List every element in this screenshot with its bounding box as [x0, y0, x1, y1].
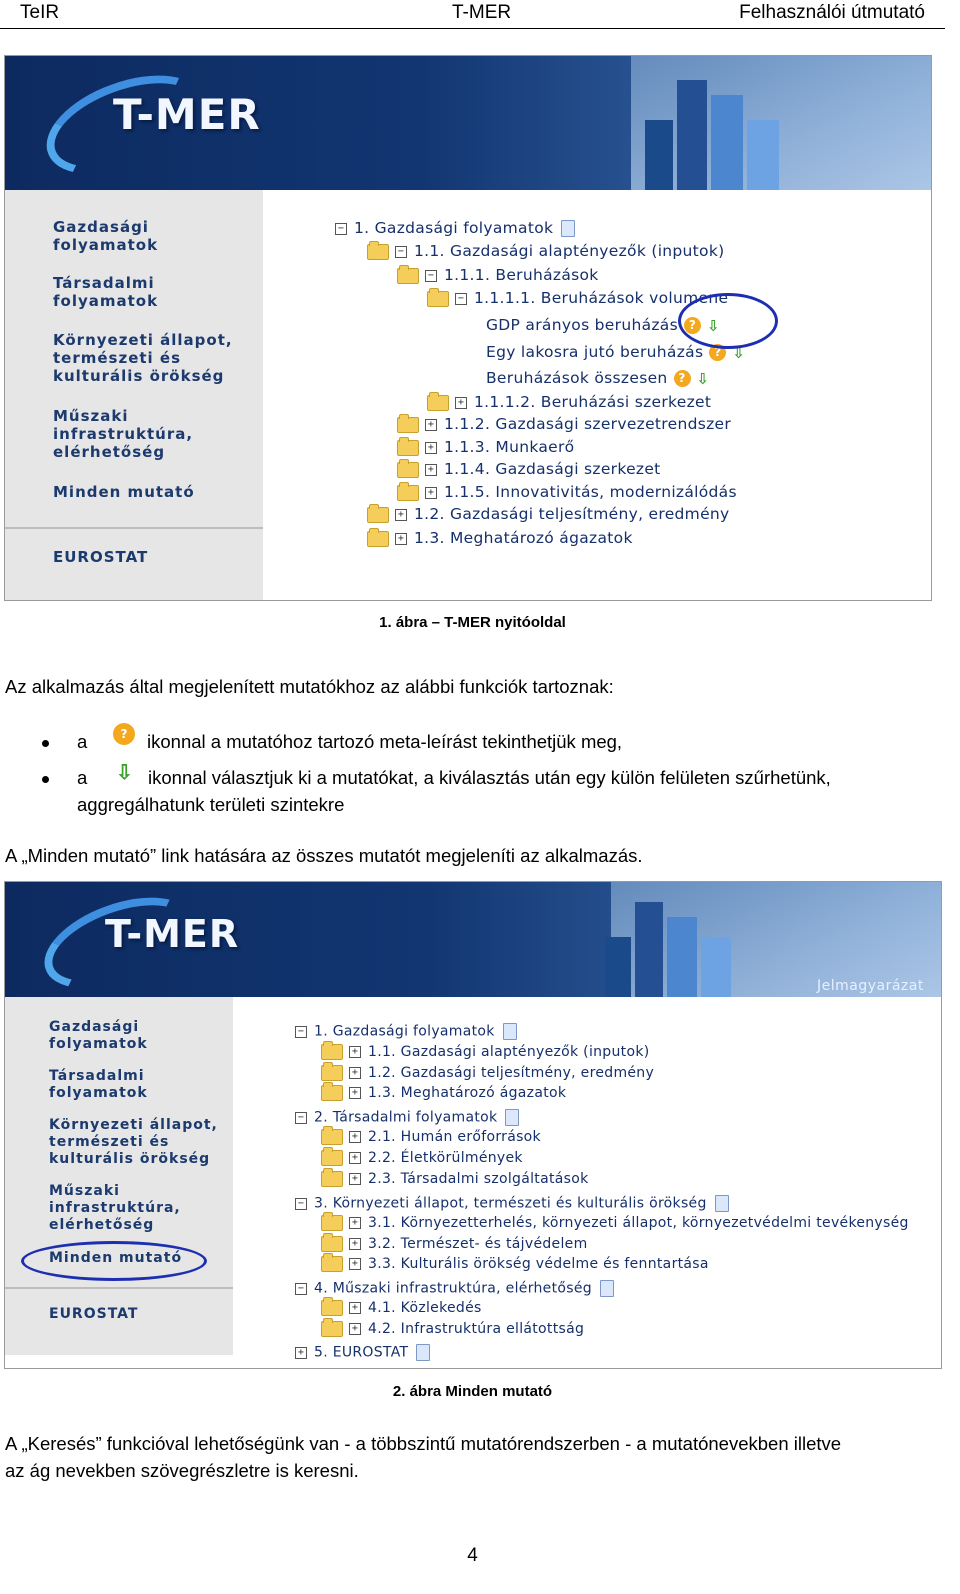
expand-icon[interactable]: + [425, 487, 437, 499]
tree-node[interactable]: − 4. Műszaki infrastruktúra, elérhetőség [295, 1280, 614, 1297]
tree-node[interactable]: − 3. Környezeti állapot, természeti és kulturális örökség [295, 1195, 729, 1212]
nav-kornyezeti[interactable]: Környezeti állapot, természeti és kulturális örökség [49, 1117, 218, 1167]
indicator-row[interactable]: GDP arányos beruházás ? ⇩ [486, 316, 720, 335]
nav-tarsadalmi[interactable]: Társadalmi folyamatok [53, 274, 159, 310]
folder-icon [321, 1171, 343, 1187]
folder-icon [321, 1044, 343, 1060]
page-header [0, 0, 945, 29]
tree-node[interactable]: + 2.3. Társadalmi szolgáltatások [321, 1171, 589, 1187]
bullet1-text: ikonnal a mutatóhoz tartozó meta-leírást tekinthetjük meg, [147, 731, 623, 752]
tree-node[interactable]: + 5. EUROSTAT [295, 1344, 430, 1361]
expand-icon[interactable]: + [349, 1217, 361, 1229]
bullet1-a: a [77, 731, 88, 752]
tree-node[interactable]: + 3.3. Kulturális örökség védelme és fenntartása [321, 1256, 709, 1272]
collapse-icon[interactable]: − [295, 1026, 307, 1038]
tree-node[interactable]: + 1.2. Gazdasági teljesítmény, eredmény [367, 505, 730, 523]
tree-node[interactable]: + 4.2. Infrastruktúra ellátottság [321, 1321, 584, 1337]
document-icon[interactable] [503, 1023, 517, 1040]
tree-node[interactable]: + 1.1.1.2. Beruházási szerkezet [427, 393, 711, 411]
nav-kornyezeti[interactable]: Környezeti állapot, természeti és kulturális örökség [53, 331, 233, 385]
nav-minden-mutato[interactable]: Minden mutató [49, 1250, 183, 1266]
document-icon[interactable] [600, 1280, 614, 1297]
figure1-caption: 1. ábra – T-MER nyitóoldal [379, 614, 566, 631]
figure2-sidebar [5, 997, 233, 1355]
tree-node[interactable]: − 1. Gazdasági folyamatok [335, 219, 575, 237]
page-number: 4 [467, 1545, 478, 1566]
highlight-circle [678, 293, 778, 349]
folder-icon [321, 1215, 343, 1231]
figure2-banner [5, 882, 941, 997]
kereses-line1: A „Keresés” funkcióval lehetőségünk van - a többszintű mutatórendszerben - a mutatónevekben illetve [5, 1433, 842, 1454]
bullet-dot [42, 776, 49, 783]
expand-icon[interactable]: + [349, 1302, 361, 1314]
folder-icon [427, 291, 449, 307]
help-icon[interactable]: ? [674, 370, 691, 387]
intro-paragraph: Az alkalmazás által megjelenített mutatókhoz az alábbi funkciók tartoznak: [5, 676, 614, 697]
sidebar-divider [5, 527, 263, 529]
tree-node[interactable]: − 1.1. Gazdasági alaptényezők (inputok) [367, 242, 724, 260]
folder-icon [321, 1150, 343, 1166]
folder-icon [367, 244, 389, 260]
figure1-screenshot [4, 55, 932, 601]
expand-icon[interactable]: + [349, 1131, 361, 1143]
kereses-line2: az ág nevekben szövegrészletre is keresni. [5, 1460, 359, 1481]
nav-muszaki[interactable]: Műszaki infrastruktúra, elérhetőség [49, 1183, 181, 1233]
tree-node[interactable]: + 1.1.5. Innovativitás, modernizálódás [397, 483, 737, 501]
tree-node[interactable]: + 1.2. Gazdasági teljesítmény, eredmény [321, 1065, 654, 1081]
folder-icon [397, 268, 419, 284]
expand-icon[interactable]: + [349, 1046, 361, 1058]
expand-icon[interactable]: + [395, 509, 407, 521]
help-icon: ? [113, 723, 135, 745]
figure2-screenshot [4, 881, 942, 1369]
tree-node[interactable]: + 4.1. Közlekedés [321, 1300, 482, 1316]
expand-icon[interactable]: + [349, 1173, 361, 1185]
tree-node[interactable]: + 1.3. Meghatározó ágazatok [367, 529, 633, 547]
bullet2-text: ikonnal választjuk ki a mutatókat, a kiválasztás után egy külön felületen szűrhetünk, [148, 767, 831, 788]
folder-icon [397, 485, 419, 501]
sidebar-divider [5, 1287, 233, 1289]
nav-eurostat[interactable]: EUROSTAT [53, 548, 149, 566]
nav-tarsadalmi[interactable]: Társadalmi folyamatok [49, 1068, 148, 1101]
collapse-icon[interactable]: − [295, 1198, 307, 1210]
tree-node[interactable]: + 1.1.2. Gazdasági szervezetrendszer [397, 415, 731, 433]
tree-node[interactable]: − 1.1.1. Beruházások [397, 266, 599, 284]
folder-icon [367, 531, 389, 547]
collapse-icon[interactable]: − [455, 293, 467, 305]
nav-eurostat[interactable]: EUROSTAT [49, 1306, 139, 1322]
download-icon[interactable]: ⇩ [696, 369, 710, 388]
folder-icon [397, 417, 419, 433]
tree-node[interactable]: + 1.1. Gazdasági alaptényezők (inputok) [321, 1044, 650, 1060]
header-right: Felhasználói útmutató [739, 2, 925, 23]
header-center: T-MER [452, 2, 512, 23]
collapse-icon[interactable]: − [295, 1283, 307, 1295]
bullet-dot [42, 740, 49, 747]
nav-gazdasagi[interactable]: Gazdasági folyamatok [49, 1019, 148, 1052]
tree-node[interactable]: − 1. Gazdasági folyamatok [295, 1023, 517, 1040]
folder-icon [321, 1256, 343, 1272]
help-icon[interactable]: ? [709, 344, 726, 361]
highlight-circle [21, 1241, 207, 1281]
document-icon[interactable] [505, 1109, 519, 1126]
document-icon[interactable] [416, 1344, 430, 1361]
bullet2-continuation: aggregálhatunk területi szintekre [77, 794, 345, 815]
collapse-icon[interactable]: − [395, 246, 407, 258]
tree-node[interactable]: − 2. Társadalmi folyamatok [295, 1109, 519, 1126]
figure1-banner [5, 56, 931, 190]
logo: T-MER [113, 90, 261, 139]
tree-node[interactable]: + 3.2. Természet- és tájvédelem [321, 1236, 588, 1252]
download-icon: ⇩ [116, 762, 133, 784]
figure2-caption: 2. ábra Minden mutató [392, 1383, 553, 1400]
expand-icon[interactable]: + [455, 397, 467, 409]
expand-icon[interactable]: + [349, 1323, 361, 1335]
download-icon[interactable]: ⇩ [706, 316, 720, 335]
minden-paragraph: A „Minden mutató” link hatására az összes mutatót megjeleníti az alkalmazás. [5, 845, 643, 866]
expand-icon[interactable]: + [349, 1152, 361, 1164]
expand-icon[interactable]: + [295, 1347, 307, 1359]
folder-icon [321, 1236, 343, 1252]
expand-icon[interactable]: + [425, 442, 437, 454]
tree-node[interactable]: + 3.1. Környezetterhelés, környezeti állapot, környezetvédelmi tevékenység [321, 1215, 909, 1231]
nav-minden-mutato[interactable]: Minden mutató [53, 483, 195, 501]
indicator-row[interactable]: Beruházások összesen ? ⇩ [486, 369, 710, 388]
collapse-icon[interactable]: − [335, 223, 347, 235]
expand-icon[interactable]: + [425, 464, 437, 476]
tree-node[interactable]: + 1.3. Meghatározó ágazatok [321, 1085, 566, 1101]
document-icon[interactable] [561, 220, 575, 237]
expand-icon[interactable]: + [425, 419, 437, 431]
bullet2-a: a [77, 767, 88, 788]
nav-gazdasagi[interactable]: Gazdasági folyamatok [53, 218, 159, 254]
folder-icon [397, 462, 419, 478]
folder-icon [427, 395, 449, 411]
collapse-icon[interactable]: − [295, 1112, 307, 1124]
folder-icon [321, 1129, 343, 1145]
figure1-sidebar [5, 190, 263, 600]
nav-muszaki[interactable]: Műszaki infrastruktúra, elérhetőség [53, 407, 194, 461]
download-icon[interactable]: ⇩ [732, 343, 746, 362]
expand-icon[interactable]: + [349, 1258, 361, 1270]
jelmagyarazat-link[interactable]: Jelmagyarázat [817, 978, 924, 994]
expand-icon[interactable]: + [349, 1238, 361, 1250]
expand-icon[interactable]: + [349, 1087, 361, 1099]
folder-icon [321, 1085, 343, 1101]
indicator-row[interactable]: Egy lakosra jutó beruházás ? ⇩ [486, 343, 746, 362]
help-icon[interactable]: ? [684, 317, 701, 334]
tree-node[interactable]: + 2.2. Életkörülmények [321, 1150, 523, 1166]
folder-icon [321, 1321, 343, 1337]
logo: T-MER [105, 912, 240, 956]
expand-icon[interactable]: + [395, 533, 407, 545]
tree-node[interactable]: + 1.1.4. Gazdasági szerkezet [397, 460, 661, 478]
document-icon[interactable] [715, 1195, 729, 1212]
folder-icon [397, 440, 419, 456]
collapse-icon[interactable]: − [425, 270, 437, 282]
map-image [631, 56, 931, 190]
tree-node[interactable]: + 1.1.3. Munkaerő [397, 438, 574, 456]
folder-icon [321, 1065, 343, 1081]
folder-icon [367, 507, 389, 523]
expand-icon[interactable]: + [349, 1067, 361, 1079]
tree-node[interactable]: − 1.1.1.1. Beruházások volumene [427, 289, 728, 307]
folder-icon [321, 1300, 343, 1316]
tree-node[interactable]: + 2.1. Humán erőforrások [321, 1129, 541, 1145]
header-left: TeIR [20, 2, 60, 23]
